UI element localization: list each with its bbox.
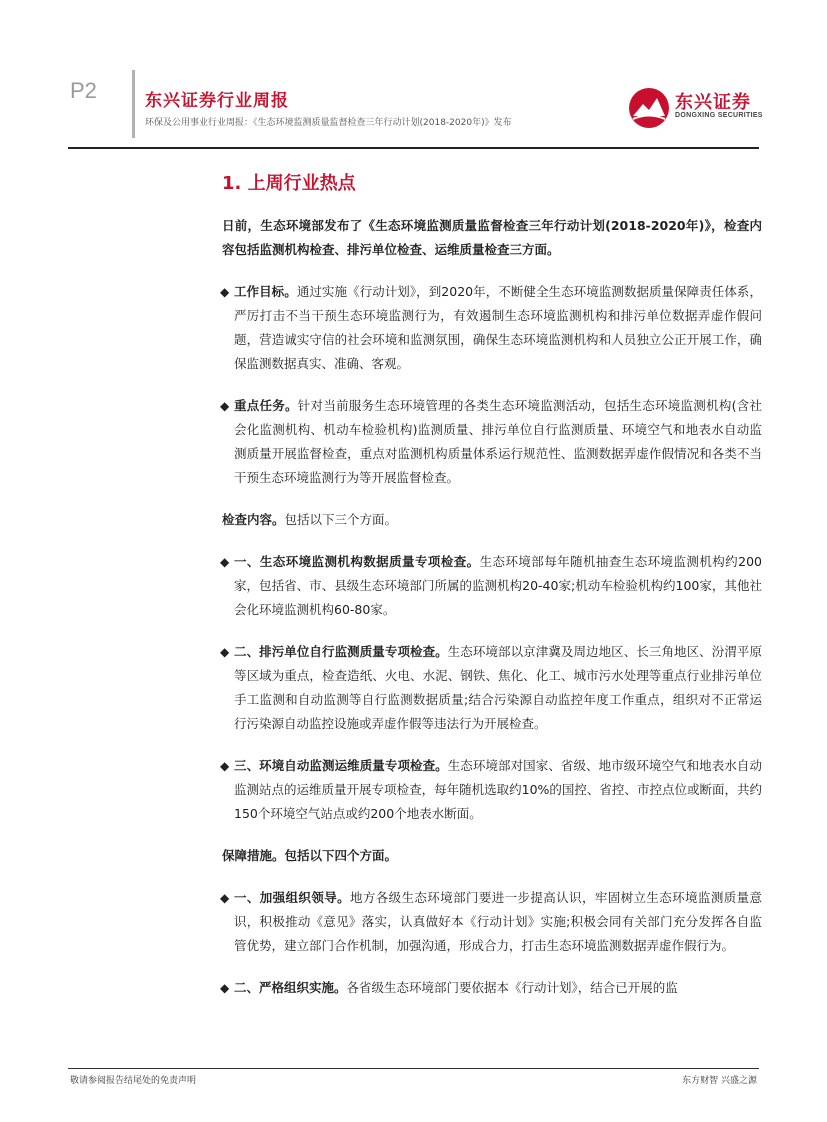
bullet-label: 二、严格组织实施。 xyxy=(234,980,347,995)
paragraph-label: 保障措施。 xyxy=(222,848,285,863)
diamond-bullet-icon: ◆ xyxy=(220,285,230,299)
bullet-text: 生态环境部每年随机抽查生态环境监测机构约200家，包括省、市、县级生态环境部门所属的监测机构20-40家;机动车检验机构约100家，其他社会化环境监测机构60-80家。 xyxy=(234,554,762,617)
guarantee-paragraph xyxy=(222,844,762,868)
bullet-task xyxy=(222,394,762,490)
bullet-text: 地方各级生态环境部门要进一步提高认识，牢固树立生态环境监测质量意识，积极推动《意见》落实，认真做好本《行动计划》实施;积极会同有关部门充分发挥各自监管优势，建立部门合作机制，加强沟通，形成合力，打击生态环境监测数据弄虚作假行为。 xyxy=(234,890,762,953)
paragraph-text: 包括以下三个方面。 xyxy=(284,512,398,527)
article-content xyxy=(222,214,762,1018)
section-heading: 1. 上周行业热点 xyxy=(222,173,356,194)
bullet-item-2 xyxy=(222,640,762,736)
diamond-bullet-icon: ◆ xyxy=(220,759,230,773)
bullet-item-3 xyxy=(222,754,762,826)
header-vertical-bar xyxy=(132,70,135,138)
report-subtitle: 环保及公用事业行业周报：《生态环境监测质量监督检查三年行动计划(2018-2020年)》发布 xyxy=(145,118,512,128)
bullet-label: 一、加强组织领导。 xyxy=(234,890,350,905)
logo-chinese-name: 东兴证券 xyxy=(675,92,751,113)
bullet-text: 针对当前服务生态环境管理的各类生态环境监测活动，包括生态环境监测机构(含社会化监测机构、机动车检验机构)监测质量、排污单位自行监测质量、环境空气和地表水自动监测质量开展监督检查，重点对监测机构质量体系运行规范性、监测数据弄虚作假情况和各类不当干预生态环境监测行为等开展监督检查。 xyxy=(234,398,762,485)
bullet-label: 三、环境自动监测运维质量专项检查。 xyxy=(234,758,448,773)
bullet-text: 生态环境部对国家、省级、地市级环境空气和地表水自动监测站点的运维质量开展专项检查，每年随机选取约10%的国控、省控、市控点位或断面，共约150个环境空气站点或约200个地表水断面。 xyxy=(234,758,762,821)
company-logo xyxy=(627,84,767,134)
diamond-bullet-icon: ◆ xyxy=(220,891,230,905)
page-number: P2 xyxy=(70,78,97,103)
footer-disclaimer: 敬请参阅报告结尾处的免责声明 xyxy=(70,1076,197,1086)
bullet-text: 通过实施《行动计划》，到2020年，不断健全生态环境监测数据质量保障责任体系，严厉打击不当干预生态环境监测行为，有效遏制生态环境监测机构和排污单位数据弄虚作假问题，营造诚实守信的社会环境和监测氛围，确保生态环境监测机构和人员独立公正开展工作，确保监测数据真实、准确、客观。 xyxy=(234,284,762,371)
footer-slogan: 东方财智 兴盛之源 xyxy=(682,1076,757,1086)
paragraph-label: 检查内容。 xyxy=(222,512,285,527)
diamond-bullet-icon: ◆ xyxy=(220,645,230,659)
logo-english-name: DONGXING SECURITIES xyxy=(675,112,763,119)
header-divider xyxy=(68,147,759,149)
intro-paragraph: 日前，生态环境部发布了《生态环境监测质量监督检查三年行动计划(2018-2020年)》，检查内容包括监测机构检查、排污单位检查、运维质量检查三方面。 xyxy=(222,218,762,257)
bullet-label: 二、排污单位自行监测质量专项检查。 xyxy=(234,644,448,659)
bullet-label: 工作目标。 xyxy=(234,284,297,299)
diamond-bullet-icon: ◆ xyxy=(220,399,230,413)
bullet-goal xyxy=(222,280,762,376)
diamond-bullet-icon: ◆ xyxy=(220,555,230,569)
bullet-label: 一、生态环境监测机构数据质量专项检查。 xyxy=(234,554,480,569)
report-title: 东兴证券行业周报 xyxy=(145,91,289,111)
bullet-text: 各省级生态环境部门要依据本《行动计划》，结合已开展的监 xyxy=(346,980,678,995)
bullet-item-1 xyxy=(222,550,762,622)
footer-divider xyxy=(68,1068,759,1069)
paragraph-text: 包括以下四个方面。 xyxy=(284,848,398,863)
diamond-bullet-icon: ◆ xyxy=(220,981,230,995)
bullet-text: 生态环境部以京津冀及周边地区、长三角地区、汾渭平原等区域为重点，检查造纸、火电、水泥、钢铁、焦化、化工、城市污水处理等重点行业排污单位手工监测和自动监测等自行监测数据质量;结合污染源自动监控年度工作重点，组织对不正常运行污染源自动监控设施或弄虚作假等违法行为开展检查。 xyxy=(234,644,762,731)
bullet-label: 重点任务。 xyxy=(234,398,298,413)
inspection-paragraph xyxy=(222,508,762,532)
bullet-item-5 xyxy=(222,976,762,1000)
bullet-item-4 xyxy=(222,886,762,958)
logo-mark-icon xyxy=(627,86,671,130)
